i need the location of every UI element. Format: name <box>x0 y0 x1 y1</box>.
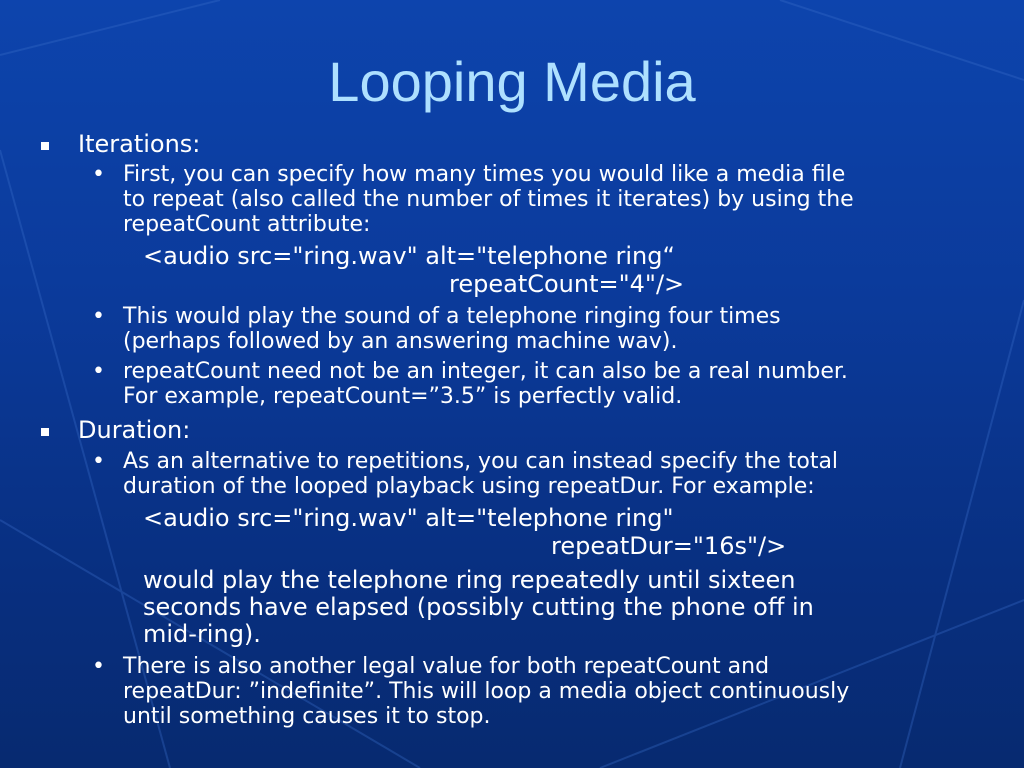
dot-bullet-icon: • <box>92 162 105 187</box>
bullet-line: This would play the sound of a telephone ringing four times <box>123 304 781 329</box>
bullet-line: There is also another legal value for both repeatCount and <box>123 654 770 679</box>
bullet-line: repeatDur: ”indefinite”. This will loop a media object continuously <box>123 679 850 704</box>
bullet-line: (perhaps followed by an answering machine wav). <box>123 329 678 354</box>
dot-bullet-icon: • <box>92 449 105 474</box>
code-line: repeatDur="16s"/> <box>551 532 787 560</box>
section-heading-iterations: Iterations: <box>78 130 201 158</box>
bullet-line: As an alternative to repetitions, you can instead specify the total <box>123 449 839 474</box>
dot-bullet-icon: • <box>92 359 105 384</box>
bullet-item <box>123 162 1003 237</box>
bullet-item <box>123 449 1003 499</box>
bullet-line: duration of the looped playback using repeatDur. For example: <box>123 474 815 499</box>
bullet-line: to repeat (also called the number of times it iterates) by using the <box>123 187 854 212</box>
bullet-item <box>123 304 1003 354</box>
dot-bullet-icon: • <box>92 654 105 679</box>
code-line: <audio src="ring.wav" alt="telephone ring“ <box>143 242 675 270</box>
square-bullet-icon <box>41 142 49 150</box>
explanation-line: seconds have elapsed (possibly cutting the phone off in <box>143 593 814 621</box>
explanation-line: mid-ring). <box>143 620 261 648</box>
code-line: <audio src="ring.wav" alt="telephone ring" <box>143 504 674 532</box>
bullet-line: until something causes it to stop. <box>123 704 491 729</box>
bullet-item <box>123 654 1003 729</box>
dot-bullet-icon: • <box>92 304 105 329</box>
square-bullet-icon <box>41 428 49 436</box>
example-explanation <box>143 567 1003 648</box>
slide-title: Looping Media <box>328 50 696 113</box>
bullet-line: For example, repeatCount=”3.5” is perfectly valid. <box>123 384 683 409</box>
section-heading-duration: Duration: <box>78 416 191 444</box>
bullet-item <box>123 359 1003 409</box>
bullet-line: repeatCount attribute: <box>123 212 371 237</box>
explanation-line: would play the telephone ring repeatedly until sixteen <box>143 566 796 594</box>
bullet-line: repeatCount need not be an integer, it can also be a real number. <box>123 359 848 384</box>
code-line: repeatCount="4"/> <box>449 270 685 298</box>
bullet-line: First, you can specify how many times you would like a media file <box>123 162 846 187</box>
